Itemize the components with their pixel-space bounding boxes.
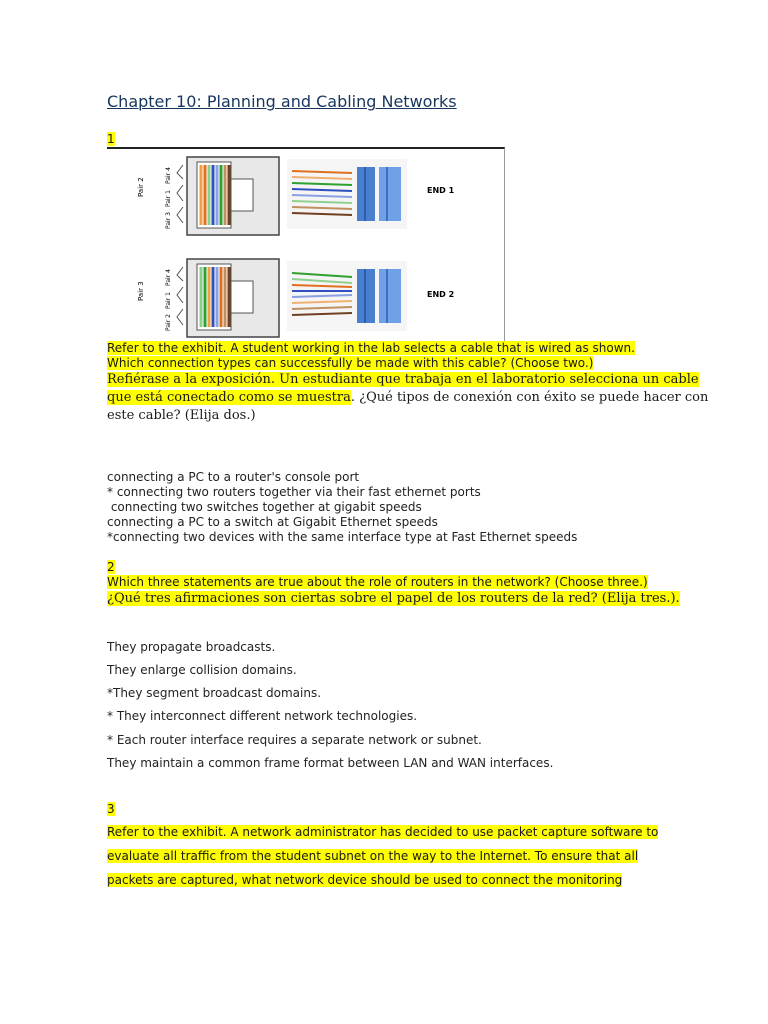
q1-text-es-line-1: Refiérase a la exposición. Un estudiante que trabaja en el laboratorio selecciona un cable xyxy=(107,372,699,387)
q2-answer-6: They maintain a common frame format between LAN and WAN interfaces. xyxy=(107,756,554,770)
cable-exhibit xyxy=(107,147,505,342)
bottom-pair-3-label: Pair 3 xyxy=(137,281,145,301)
q1-text-en-line-2: Which connection types can successfully be made with this cable? (Choose two.) xyxy=(107,356,594,370)
top-pair-2-label: Pair 2 xyxy=(137,177,145,197)
q1-answer-3: connecting two switches together at gigabit speeds xyxy=(107,500,422,514)
bottom-connector-image xyxy=(287,261,407,331)
bottom-pair-2-label: Pair 2 xyxy=(165,314,172,331)
q2-answer-2: They enlarge collision domains. xyxy=(107,663,297,677)
q2-answer-3: *They segment broadcast domains. xyxy=(107,686,322,700)
q1-answer-5: *connecting two devices with the same interface type at Fast Ethernet speeds xyxy=(107,530,578,544)
bottom-jack-diagram xyxy=(137,259,279,337)
q1-text-es-line-2a: que está conectado como se muestra xyxy=(107,390,351,405)
top-pair-1-label: Pair 1 xyxy=(165,190,172,207)
top-pair-3-label: Pair 3 xyxy=(165,212,172,229)
q1-text-es-line-2b: . ¿Qué tipos de conexión con éxito se puede hacer con xyxy=(350,390,709,405)
question-3-number: 3 xyxy=(107,802,115,816)
page-title: Chapter 10: Planning and Cabling Networks xyxy=(107,92,457,111)
top-connector-image xyxy=(287,159,407,229)
q2-answer-4: * They interconnect different network technologies. xyxy=(107,709,418,723)
bottom-pair-4-label: Pair 4 xyxy=(165,269,172,286)
q1-text-es-line-3: este cable? (Elija dos.) xyxy=(107,408,256,423)
cable-diagram xyxy=(107,149,504,342)
q1-text-en-line-1: Refer to the exhibit. A student working in the lab selects a cable that is wired as shown. xyxy=(107,341,635,355)
q2-text-en: Which three statements are true about the role of routers in the network? (Choose three.) xyxy=(107,575,648,589)
question-2-number: 2 xyxy=(107,560,115,574)
q3-text-line-3: packets are captured, what network device should be used to connect the monitoring xyxy=(107,873,623,887)
q2-answer-1: They propagate broadcasts. xyxy=(107,640,276,654)
question-1-number: 1 xyxy=(107,132,115,146)
end-1-label: END 1 xyxy=(427,186,455,195)
top-jack-diagram xyxy=(137,157,279,235)
top-pair-4-label: Pair 4 xyxy=(165,167,172,184)
end-2-label: END 2 xyxy=(427,290,455,299)
q1-answer-2: * connecting two routers together via their fast ethernet ports xyxy=(107,485,481,499)
q2-text-es: ¿Qué tres afirmaciones son ciertas sobre el papel de los routers de la red? (Elija tres.). xyxy=(107,591,680,606)
q3-text-line-2: evaluate all traffic from the student subnet on the way to the Internet. To ensure that all xyxy=(107,849,639,863)
q3-text-line-1: Refer to the exhibit. A network administrator has decided to use packet capture software to xyxy=(107,825,659,839)
q1-answer-1: connecting a PC to a router's console port xyxy=(107,470,360,484)
q1-answer-4: connecting a PC to a switch at Gigabit Ethernet speeds xyxy=(107,515,438,529)
bottom-pair-1-label: Pair 1 xyxy=(165,292,172,309)
q2-answer-5: * Each router interface requires a separate network or subnet. xyxy=(107,733,482,747)
